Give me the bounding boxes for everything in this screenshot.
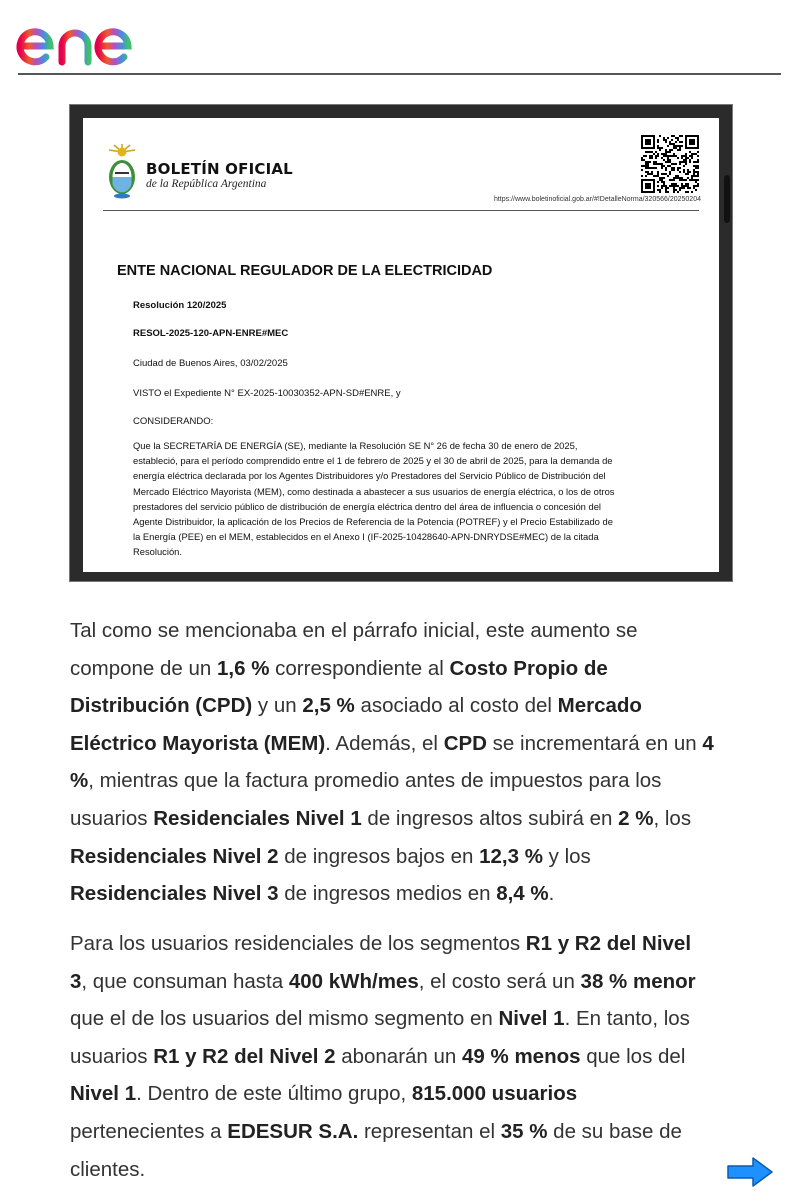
document-paragraph [133, 438, 693, 560]
page-header [0, 0, 800, 76]
text: Tal como se mencionaba en el párrafo inicial, este aumento se [70, 619, 638, 642]
text-line [70, 1075, 770, 1113]
text: que el de los usuarios del mismo segmento en [70, 1007, 499, 1031]
text-line [70, 1151, 770, 1189]
bold-text: EDESUR S.A. [227, 1119, 359, 1143]
bold-text: 35 % [500, 1119, 548, 1143]
bold-text: 1,6 % [217, 656, 270, 680]
header-divider [18, 73, 781, 75]
text-line [70, 838, 770, 876]
text-line [70, 762, 770, 800]
next-arrow-icon[interactable] [725, 1155, 775, 1189]
bold-text: Nivel 1 [498, 1007, 565, 1031]
text: usuarios [70, 1044, 154, 1068]
text: de ingresos medios en [278, 882, 497, 906]
text: abonarán un [335, 1044, 463, 1068]
text: asociado al costo del [354, 694, 558, 718]
bold-text: Residenciales Nivel 2 [70, 844, 279, 868]
bold-text: Residenciales Nivel 1 [153, 806, 362, 830]
paragraph-line: prestadores del servicio público de distribución de energía eléctrica dentro del área de influencia o concesión del [133, 500, 601, 512]
text: , mientras que la factura promedio antes de impuestos para los [88, 769, 662, 793]
text-line [70, 1038, 770, 1076]
document-viewer[interactable] [69, 104, 733, 582]
bold-text: Distribución (CPD) [70, 694, 253, 718]
text: , los [653, 806, 692, 830]
scrollbar-thumb[interactable] [724, 175, 730, 223]
bold-text: Costo Propio de [449, 656, 608, 680]
paragraph-line: Agente Distribuidor, la aplicación de los Precios de Referencia de la Potencia (POTREF) y el Precio Estabilizado de [133, 516, 613, 528]
paragraph-line: energía eléctrica declarada por los Agentes Distribuidores y/o Prestadores del Servicio Público de Distribución del [133, 470, 606, 482]
text: de ingresos altos subirá en [361, 806, 619, 830]
text: y un [252, 694, 303, 718]
text: correspondiente al [269, 656, 450, 680]
qr-code [641, 135, 699, 193]
text: , que consuman hasta [81, 969, 289, 993]
text-line [70, 800, 770, 838]
text-line [70, 963, 770, 1001]
document-heading: ENTE NACIONAL REGULADOR DE LA ELECTRICIDAD [117, 263, 493, 279]
text: representan el [358, 1119, 501, 1143]
text: y los [542, 844, 591, 868]
text-line [70, 1113, 770, 1151]
text-line [70, 925, 770, 963]
text: pertenecientes a [70, 1119, 228, 1143]
text-line [70, 1000, 770, 1038]
viewer-scrollbar[interactable] [722, 105, 732, 581]
bold-text: 3 [70, 969, 82, 993]
bold-text: 49 % menos [462, 1044, 581, 1068]
resolution-number: Resolución 120/2025 [133, 300, 227, 311]
text-line [70, 725, 770, 763]
text: . Además, el [325, 731, 444, 755]
paragraph-line: estableció, para el período comprendido entre el 1 de febrero de 2025 y el 30 de abril de 2025, para la demanda de [133, 455, 613, 467]
paragraph-line: Resolución. [133, 546, 182, 558]
text: . Dentro de este último grupo, [136, 1082, 412, 1106]
bold-text: 2 % [618, 806, 654, 830]
bold-text: CPD [443, 731, 487, 755]
text-line [70, 687, 770, 725]
article-paragraph-2 [70, 925, 770, 1188]
enel-logo[interactable] [16, 8, 172, 70]
bold-text: 8,4 % [496, 882, 549, 906]
paragraph-line: la Energía (PEE) en el MEM, establecidos en el Anexo I (IF-2025-10428640-APN-DNRYDSE#MEC) de la citada [133, 531, 599, 543]
text: de ingresos bajos en [278, 844, 480, 868]
text: clientes. [70, 1157, 146, 1181]
text: de su base de [547, 1119, 682, 1143]
text-line [70, 612, 770, 650]
text: que los del [580, 1044, 686, 1068]
bold-text: 4 [702, 731, 714, 755]
text: se incrementará en un [486, 731, 703, 755]
bold-text: R1 y R2 del Nivel 2 [153, 1044, 336, 1068]
text-line [70, 650, 770, 688]
paragraph-line: Que la SECRETARÍA DE ENERGÍA (SE), mediante la Resolución SE N° 26 de fecha 30 de enero de 2025, [133, 440, 578, 451]
coat-of-arms-icon [105, 142, 139, 200]
paragraph-line: Mercado Eléctrico Mayorista (MEM), como destinada a abastecer a sus usuarios de energía eléctrica, o los de otros [133, 485, 615, 497]
bold-text: Nivel 1 [70, 1082, 137, 1106]
document-url: https://www.boletinoficial.gob.ar/#!DetalleNorma/320566/20250204 [493, 196, 701, 203]
resolution-code: RESOL-2025-120-APN-ENRE#MEC [133, 328, 289, 339]
bold-text: 815.000 usuarios [411, 1082, 578, 1106]
document-divider [103, 210, 699, 211]
text: . [548, 882, 555, 906]
bulletin-subtitle: de la República Argentina [146, 178, 267, 190]
text-line [70, 875, 770, 913]
bold-text: 12,3 % [479, 844, 543, 868]
text: usuarios [70, 806, 154, 830]
visto-line: VISTO el Expediente N° EX-2025-10030352-APN-SD#ENRE, y [133, 388, 401, 399]
bold-text: Eléctrico Mayorista (MEM) [70, 731, 326, 755]
place-date: Ciudad de Buenos Aires, 03/02/2025 [133, 358, 288, 369]
considerando-label: CONSIDERANDO: [133, 416, 214, 427]
bold-text: 400 kWh/mes [288, 969, 419, 993]
bold-text: Mercado [557, 694, 642, 718]
bulletin-title: BOLETÍN OFICIAL [146, 160, 293, 178]
article-paragraph-1 [70, 612, 770, 913]
text: . En tanto, los [564, 1007, 690, 1031]
bold-text: R1 y R2 del Nivel [525, 932, 692, 955]
bold-text: Residenciales Nivel 3 [70, 882, 279, 906]
bold-text: 38 % menor [580, 969, 696, 993]
document-page [83, 118, 719, 572]
text: compone de un [70, 656, 218, 680]
bold-text: 2,5 % [302, 694, 355, 718]
text: , el costo será un [418, 969, 581, 993]
bold-text: % [70, 769, 89, 793]
text: Para los usuarios residenciales de los segmentos [70, 932, 526, 955]
